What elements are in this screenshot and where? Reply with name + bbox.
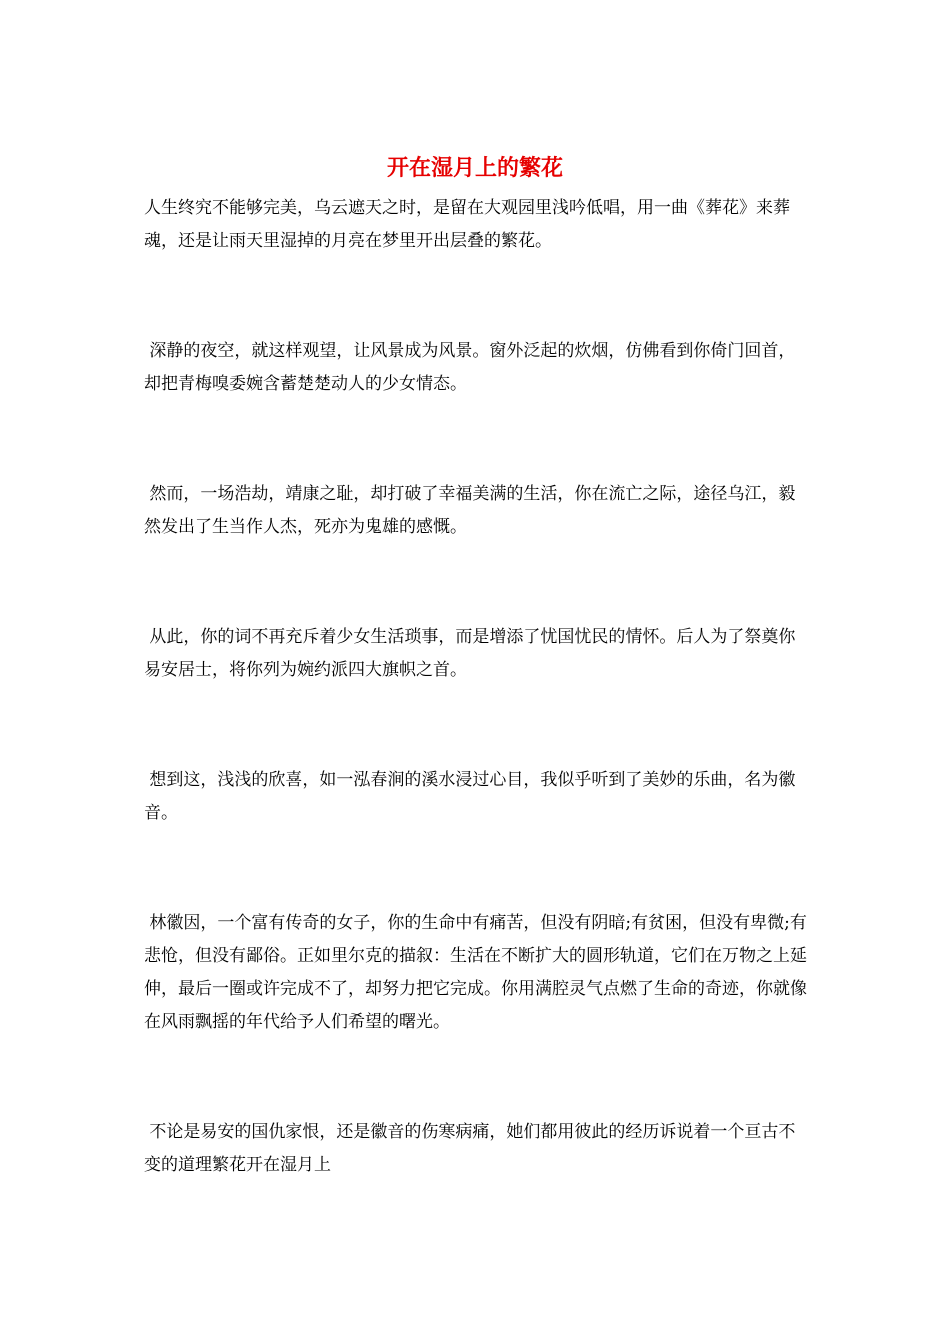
document-title: 开在湿月上的繁花 [386,155,563,181]
paragraph-6: 林徽因，一个富有传奇的女子，你的生命中有痛苦，但没有阴暗;有贫困，但没有卑微;有悲怆，但没有鄙俗。正如里尔克的描叙：生活在不断扩大的圆形轨道，它们在万物之上延伸，最后一圈或许完成不了，却努力把它完成。你用满腔灵气点燃了生命的奇迹，你就像在风雨飘摇的年代给予人们希望的曙光。 [144,913,807,1032]
paragraph-4: 从此，你的词不再充斥着少女生活琐事，而是增添了忧国忧民的情怀。后人为了祭奠你易安居士，将你列为婉约派四大旗帜之首。 [144,627,796,680]
paragraph-5: 想到这，浅浅的欣喜，如一泓春涧的溪水浸过心目，我似乎听到了美妙的乐曲，名为徽音。 [144,770,796,823]
paragraph-1: 人生终究不能够完美，乌云遮天之时，是留在大观园里浅吟低唱，用一曲《葬花》来葬魂，还是让雨天里湿掉的月亮在梦里开出层叠的繁花。 [144,198,790,251]
paragraph-7: 不论是易安的国仇家恨，还是徽音的伤寒病痛，她们都用彼此的经历诉说着一个亘古不变的道理繁花开在湿月上 [144,1122,796,1175]
document-body [144,192,809,1182]
paragraph-2: 深静的夜空，就这样观望，让风景成为风景。窗外泛起的炊烟，仿佛看到你倚门回首，却把青梅嗅委婉含蓄楚楚动人的少女情态。 [144,341,796,394]
paragraph-3: 然而，一场浩劫，靖康之耻，却打破了幸福美满的生活，你在流亡之际，途径乌江，毅然发出了生当作人杰，死亦为鬼雄的感慨。 [144,484,796,537]
